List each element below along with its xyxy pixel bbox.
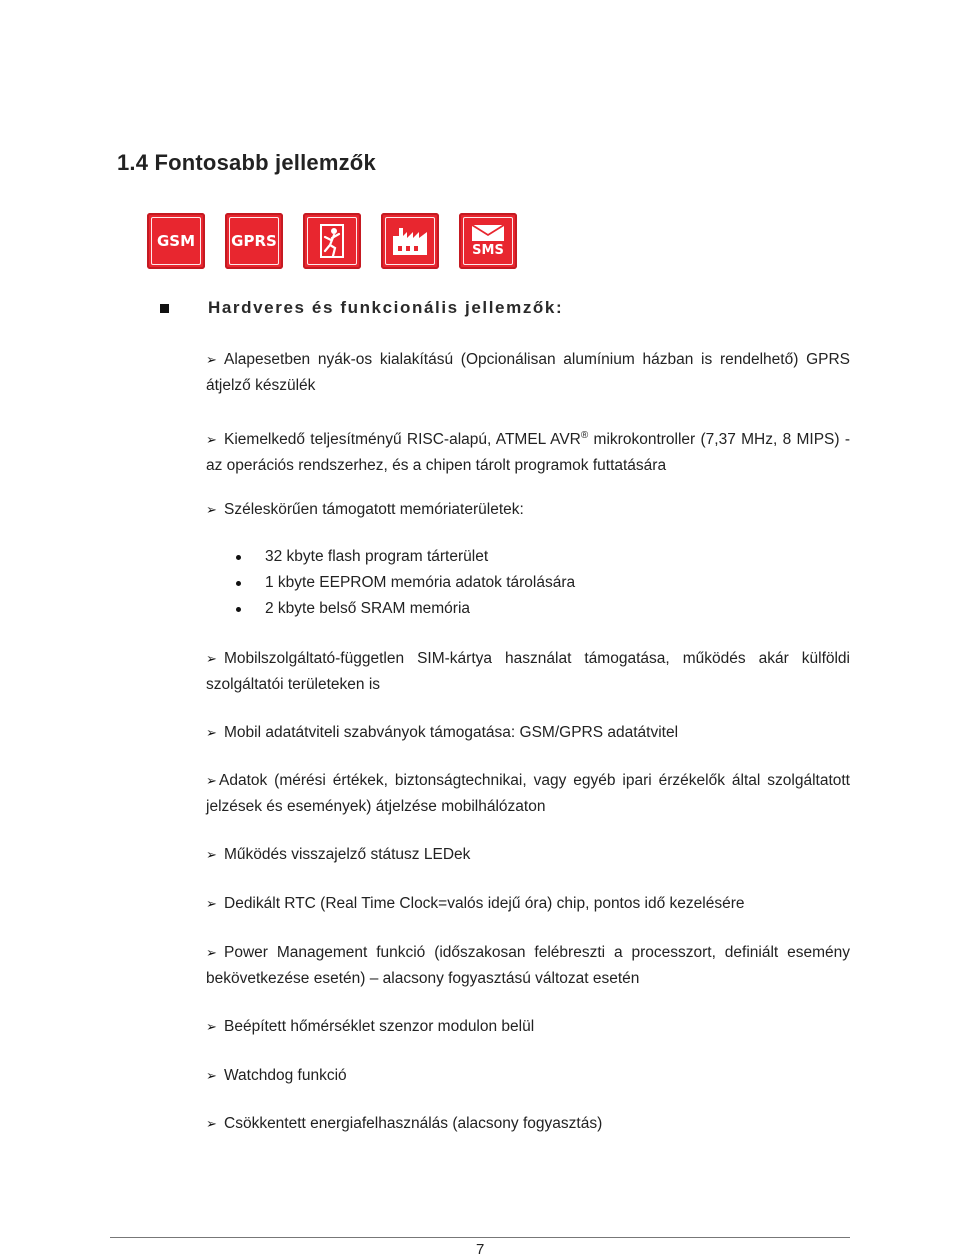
arrow-bullet-icon: ➢ bbox=[206, 651, 217, 666]
feature-item: ➢ Csökkentett energiafelhasználás (alacsony fogyasztás) bbox=[206, 1111, 850, 1137]
arrow-bullet-icon: ➢ bbox=[206, 352, 217, 367]
list-item: 32 kbyte flash program tárterület bbox=[236, 544, 575, 570]
page-number: 7 bbox=[476, 1241, 485, 1258]
arrow-bullet-icon: ➢ bbox=[206, 1068, 217, 1083]
feature-item: ➢ Adatok (mérési értékek, biztonságtechnikai, vagy egyéb ipari érzékelők által szolgáltatott jelzések és események) átjelzése mobilhálózaton bbox=[206, 768, 850, 820]
footer-divider bbox=[110, 1237, 850, 1238]
memory-list bbox=[236, 544, 575, 622]
arrow-bullet-icon: ➢ bbox=[206, 1116, 217, 1131]
gsm-icon-label: GSM bbox=[156, 232, 196, 250]
alarm-person-icon bbox=[303, 213, 361, 269]
arrow-bullet-icon: ➢ bbox=[206, 773, 217, 788]
arrow-bullet-icon: ➢ bbox=[206, 432, 217, 448]
arrow-bullet-icon: ➢ bbox=[206, 725, 217, 740]
arrow-bullet-icon: ➢ bbox=[206, 896, 217, 911]
feature-item: ➢ Alapesetben nyák-os kialakítású (Opcionálisan alumínium házban is rendelhető) GPRS átjelző készülék bbox=[206, 347, 850, 399]
gprs-icon bbox=[225, 213, 283, 269]
list-item: 2 kbyte belső SRAM memória bbox=[236, 596, 575, 622]
gsm-icon bbox=[147, 213, 205, 269]
features-heading-text: Hardveres és funkcionális jellemzők: bbox=[208, 298, 564, 317]
arrow-bullet-icon: ➢ bbox=[206, 945, 217, 960]
feature-item: ➢ Beépített hőmérséklet szenzor modulon belül bbox=[206, 1014, 850, 1040]
feature-item: ➢ Mobilszolgáltató-független SIM-kártya használat támogatása, működés akár külföldi szolgáltatói területeken is bbox=[206, 646, 850, 698]
sms-icon-label: SMS bbox=[472, 243, 504, 258]
feature-icon-row bbox=[147, 213, 537, 269]
arrow-bullet-icon: ➢ bbox=[206, 502, 217, 517]
feature-item: ➢ Kiemelkedő teljesítményű RISC-alapú, ATMEL AVR® mikrokontroller (7,37 MHz, 8 MIPS) - az operációs rendszerhez, és a chipen tárolt programok futtatására bbox=[206, 423, 850, 479]
arrow-bullet-icon: ➢ bbox=[206, 847, 217, 862]
sms-envelope-icon bbox=[459, 213, 517, 269]
feature-item: ➢ Működés visszajelző státusz LEDek bbox=[206, 842, 850, 868]
feature-item: ➢ Watchdog funkció bbox=[206, 1063, 850, 1089]
feature-item: ➢ Széleskörűen támogatott memóriaterületek: bbox=[206, 497, 850, 523]
square-bullet-icon bbox=[160, 304, 169, 313]
factory-icon bbox=[381, 213, 439, 269]
gprs-icon-label: GPRS bbox=[231, 232, 277, 250]
feature-item: ➢ Power Management funkció (időszakosan felébreszti a processzort, definiált esemény bekövetkezése esetén) – alacsony fogyasztású változat esetén bbox=[206, 940, 850, 992]
feature-item: ➢ Mobil adatátviteli szabványok támogatása: GSM/GPRS adatátvitel bbox=[206, 720, 850, 746]
arrow-bullet-icon: ➢ bbox=[206, 1019, 217, 1034]
feature-item: ➢ Dedikált RTC (Real Time Clock=valós idejű óra) chip, pontos idő kezelésére bbox=[206, 891, 850, 917]
section-title: 1.4 Fontosabb jellemzők bbox=[117, 150, 376, 175]
features-heading bbox=[160, 298, 563, 318]
list-item: 1 kbyte EEPROM memória adatok tárolására bbox=[236, 570, 575, 596]
